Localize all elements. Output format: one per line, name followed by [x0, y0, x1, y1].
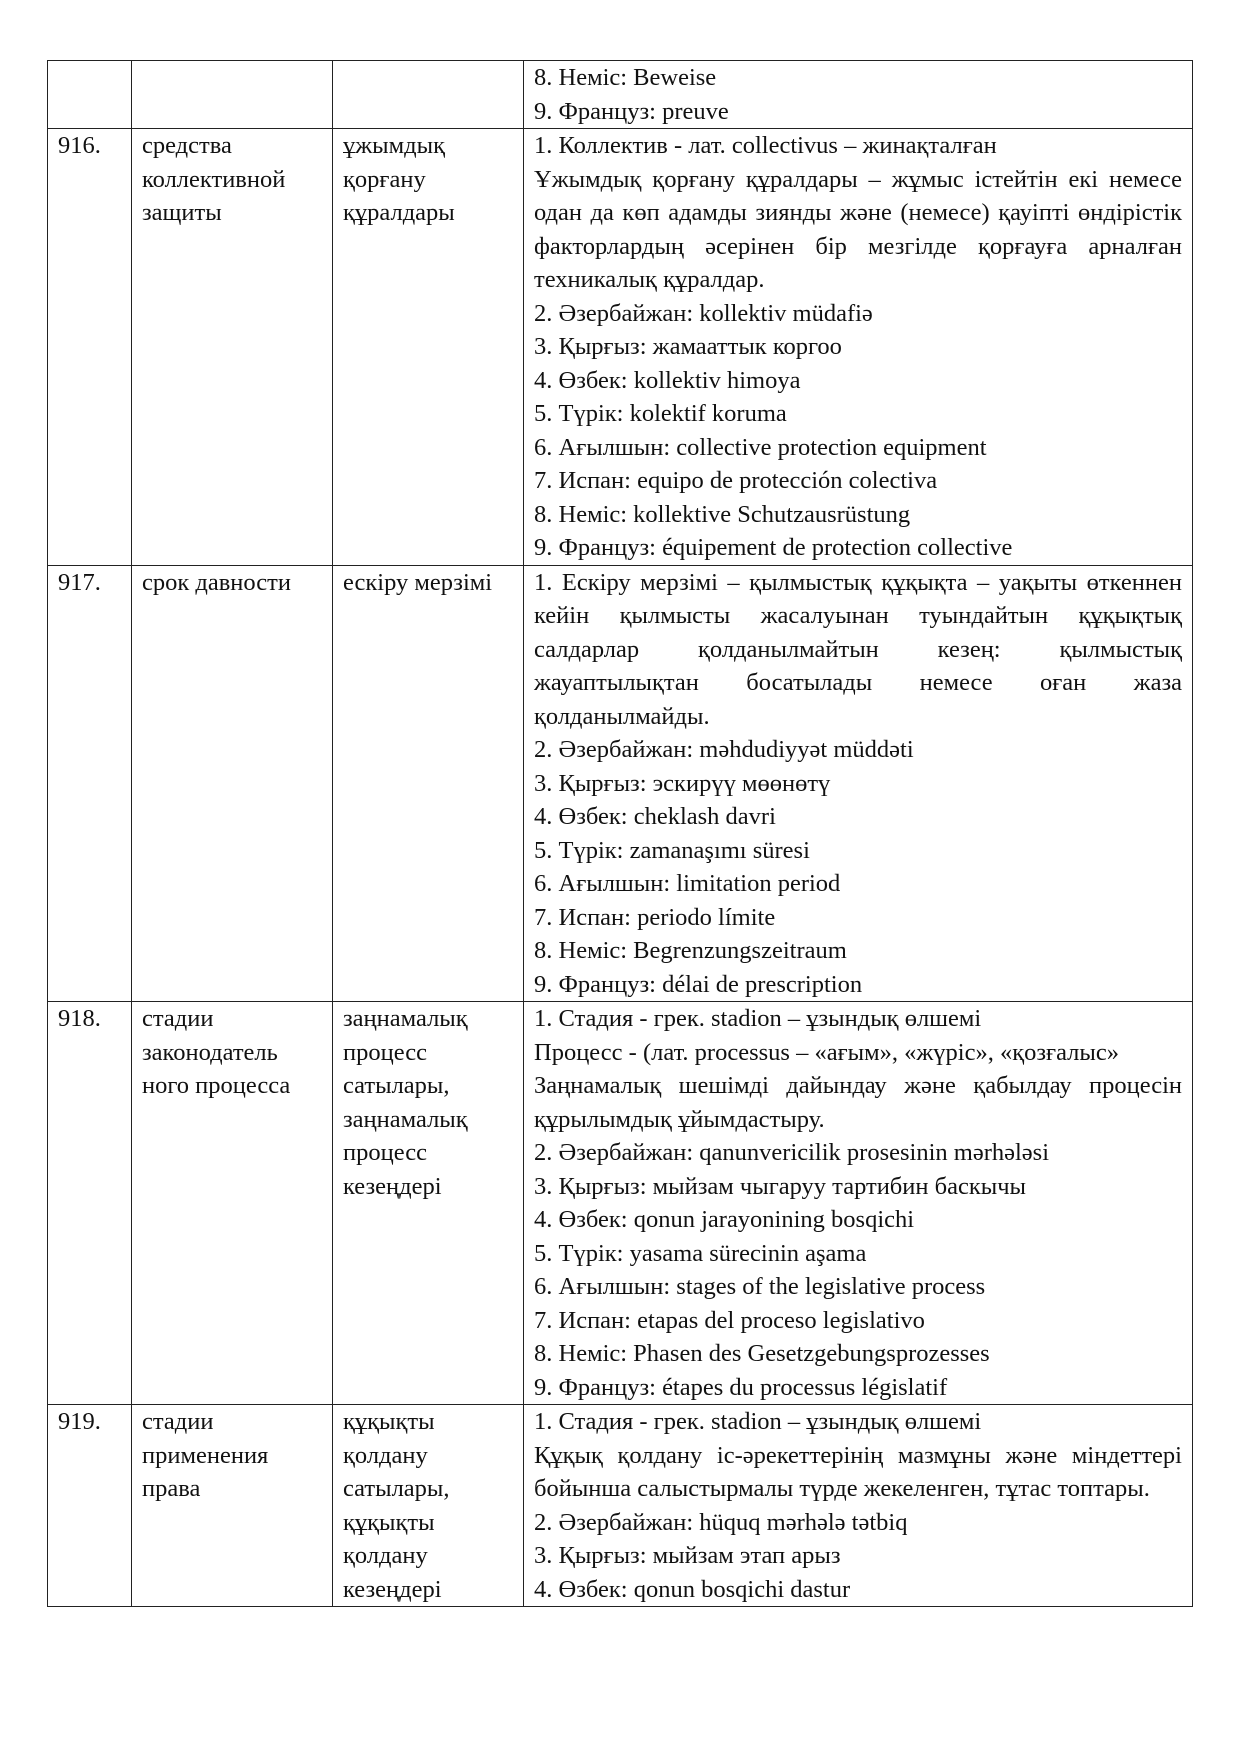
russian-term: стадии применения права: [132, 1405, 333, 1607]
definition-line: 4. Өзбек: qonun jarayonining bosqichi: [534, 1206, 915, 1233]
definition-line: 6. Ағылшын: collective protection equipment: [534, 433, 987, 461]
table-row: [48, 565, 1193, 1002]
kazakh-term: ескіру мерзімі: [333, 565, 524, 1002]
definition-cell: [524, 1405, 1193, 1607]
table-row: [48, 1002, 1193, 1405]
definition-line: 9. Француз: étapes du processus législatif: [534, 1373, 948, 1401]
definition-line: 7. Испан: periodo límite: [534, 903, 776, 931]
definition-line: 8. Неміс: Phasen des Gesetzgebungsprozesses: [534, 1340, 990, 1367]
definition-line: 3. Қырғыз: мыйзам чыгаруу тартибин баскычы: [534, 1172, 1026, 1200]
definition-paragraph: Заңнамалық шешімді дайындау және қабылдау процесін құрылымдық ұйымдастыру.: [534, 1072, 1182, 1133]
definition-paragraph: Ұжымдық қорғану құралдары – жұмыс істейтін екі немесе одан да көп адамды зиянды және (немесе) қауіпті өндірістік факторлардың әсерінен бір мезгілде қорғауға арналған техникалық құралдар.: [534, 165, 1182, 293]
definition-line: 5. Түрік: zamanaşımı süresi: [534, 836, 810, 864]
definition-cell: [524, 129, 1193, 566]
definition-line: 1. Стадия - грек. stadion – ұзындық өлшемі: [534, 1005, 982, 1032]
definition-line: 9. Француз: délai de prescription: [534, 970, 863, 998]
entry-number: 919.: [48, 1405, 132, 1607]
definition-line: 8. Неміс: kollektive Schutzausrüstung: [534, 500, 911, 528]
entry-number: 918.: [48, 1002, 132, 1405]
definition-line: 4. Өзбек: kollektiv himoya: [534, 366, 801, 394]
dictionary-table: [47, 60, 1193, 1607]
definition-line: 4. Өзбек: cheklash davri: [534, 803, 776, 830]
definition-line: 7. Испан: equipo de protección colectiva: [534, 467, 938, 494]
russian-term: стадии законодатель ного процесса: [132, 1002, 333, 1405]
definition-cell: [524, 565, 1193, 1002]
entry-number: [48, 61, 132, 129]
definition-paragraph: Процесс - (лат. processus – «ағым», «жүріс», «қозғалыс»: [534, 1038, 1119, 1066]
definition-line: 7. Испан: etapas del proceso legislativo: [534, 1306, 925, 1334]
kazakh-term: заңнамалық процесс сатылары, заңнамалық процесс кезеңдері: [333, 1002, 524, 1405]
definition-paragraph: 1. Ескіру мерзімі – қылмыстық құқықта – уақыты өткеннен кейін қылмысты жасалуынан туындайтын құқықтық салдарлар қолданылмайтын кезең: қылмыстық жауаптылықтан босатылады немесе оған жаза қолданылмайды.: [534, 568, 1182, 730]
russian-term: срок давности: [132, 565, 333, 1002]
entry-number: 917.: [48, 565, 132, 1002]
entry-number: 916.: [48, 129, 132, 566]
definition-line: 3. Қырғыз: эскирүү мөөнөтү: [534, 769, 831, 797]
definition-line: 8. Неміс: Beweise: [534, 64, 717, 91]
definition-cell: [524, 1002, 1193, 1405]
definition-cell: [524, 61, 1193, 129]
kazakh-term: [333, 61, 524, 129]
russian-term: средства коллективной защиты: [132, 129, 333, 566]
definition-line: 2. Әзербайжан: qanunvericilik prosesinin mərhələsi: [534, 1139, 1050, 1166]
definition-line: 6. Ағылшын: stages of the legislative process: [534, 1273, 986, 1300]
kazakh-term: құқықты қолдану сатылары, құқықты қолдану кезеңдері: [333, 1405, 524, 1607]
definition-line: 2. Әзербайжан: hüquq mərhələ tətbiq: [534, 1508, 908, 1536]
definition-line: 4. Өзбек: qonun bosqichi dastur: [534, 1575, 851, 1603]
definition-line: 9. Француз: équipement de protection collective: [534, 534, 1013, 561]
definition-line: 1. Стадия - грек. stadion – ұзындық өлшемі: [534, 1408, 982, 1435]
definition-paragraph: Құқық қолдану іс-әрекеттерінің мазмұны және міндеттері бойынша салыстырмалы түрде жекеленген, тұтас топтары.: [534, 1441, 1182, 1502]
definition-line: 2. Әзербайжан: kollektiv müdafiə: [534, 299, 873, 327]
definition-line: 3. Қырғыз: мыйзам этап арыз: [534, 1542, 841, 1569]
kazakh-term: ұжымдық қорғану құралдары: [333, 129, 524, 566]
table-row: [48, 129, 1193, 566]
definition-line: 5. Түрік: yasama sürecinin aşama: [534, 1239, 867, 1267]
definition-line: 1. Коллектив - лат. collectivus – жинақталған: [534, 132, 997, 159]
definition-line: 8. Неміс: Begrenzungszeitraum: [534, 937, 847, 964]
definition-line: 2. Әзербайжан: məhdudiyyət müddəti: [534, 736, 914, 763]
definition-line: 5. Түрік: kolektif koruma: [534, 400, 787, 427]
definition-line: 3. Қырғыз: жамааттык коргоо: [534, 333, 842, 360]
table-row: [48, 1405, 1193, 1607]
russian-term: [132, 61, 333, 129]
table-row: [48, 61, 1193, 129]
definition-line: 9. Француз: preuve: [534, 97, 729, 125]
definition-line: 6. Ағылшын: limitation period: [534, 870, 841, 897]
